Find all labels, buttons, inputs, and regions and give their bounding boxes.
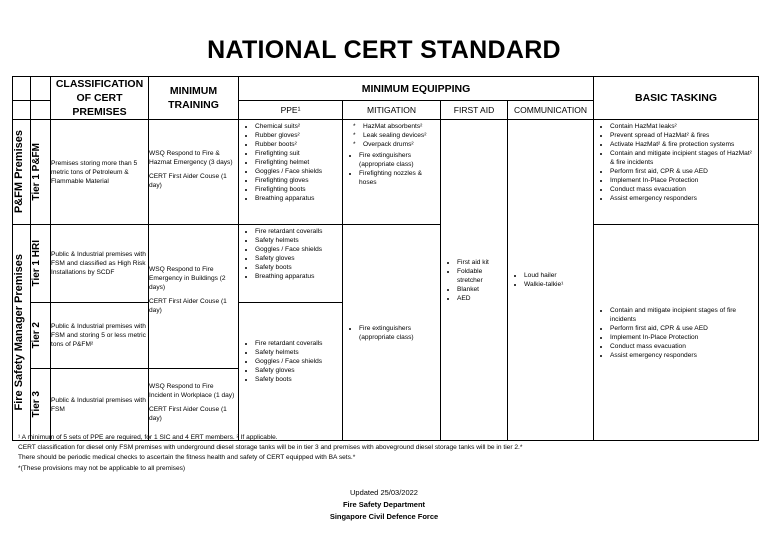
tier-3-classification: Public & Industrial premises with FSM (51, 369, 149, 441)
mitigation-header: MITIGATION (343, 101, 441, 120)
equipping-header: MINIMUM EQUIPPING (239, 77, 594, 101)
tier-2-label: Tier 2 (31, 322, 42, 349)
list-item: • Fire retardant coveralls (255, 339, 339, 348)
pfm-premises-label: P&FM Premises (13, 130, 25, 214)
list-item: • Breathing apparatus (255, 194, 339, 203)
hri-tier2-training (149, 225, 239, 369)
pfm-tasking-list (594, 120, 758, 205)
list-item: • Contain and mitigate incipient stages of HazMat² & fire incidents (610, 149, 755, 167)
list-item: • Foldable stretcher (457, 267, 504, 285)
list-item: • Safety boots (255, 263, 339, 272)
list-item: • Safety boots (255, 375, 339, 384)
list-item: • Rubber boots² (255, 140, 339, 149)
fsm-premises-label: Fire Safety Manager Premises (13, 254, 25, 411)
footnote-4: *(These provisions may not be applicable to all premises) (18, 465, 186, 472)
list-item: • Contain HazMat leaks² (610, 122, 755, 131)
list-item: • Safety helmets (255, 348, 339, 357)
pfm-mitigation-list (343, 151, 440, 189)
communication-list (508, 269, 593, 291)
list-item: • Goggles / Face shields (255, 167, 339, 176)
list-item: • Blanket (457, 285, 504, 294)
hri-training-first-aid: CERT First Aider Couse (1 day) (149, 298, 227, 314)
pfm-classification: Premises storing more than 5 metric tons of Petroleum & Flammable Material (51, 120, 149, 225)
list-item: • Firefighting suit (255, 149, 339, 158)
department-name: Fire Safety Department (342, 500, 426, 509)
list-item: • Firefighting helmet (255, 158, 339, 167)
tier-1-hri-label: Tier 1 HRI (31, 240, 42, 287)
list-item: • Loud hailer (524, 271, 590, 280)
list-item: • Perform first aid, CPR & use AED (610, 324, 755, 333)
list-item: • Activate HazMat² & fire protection systems (610, 140, 755, 149)
list-item: • Breathing apparatus (255, 272, 339, 281)
updated-date: Updated 25/03/2022 (350, 488, 418, 497)
list-item: • Safety gloves (255, 366, 339, 375)
list-item: • Goggles / Face shields (255, 245, 339, 254)
page-title: NATIONAL CERT STANDARD (207, 36, 561, 64)
list-item: • Conduct mass evacuation (610, 342, 755, 351)
list-item: • Goggles / Face shields (255, 357, 339, 366)
communication-header: COMMUNICATION (508, 101, 594, 120)
first-aid-list (441, 256, 507, 305)
list-item: • Firefighting nozzles & hoses (359, 169, 437, 187)
fsm-mitigation-list (343, 322, 440, 344)
list-item: • Chemical suits² (255, 122, 339, 131)
pfm-training-wsq: WSQ Respond to Fire & Hazmat Emergency (3 days) (149, 150, 233, 166)
tasking-header: BASIC TASKING (594, 77, 759, 120)
list-item: • Assist emergency responders (610, 194, 755, 203)
list-item: • Walkie-talkie¹ (524, 280, 590, 289)
list-item: • Firefighting boots (255, 185, 339, 194)
footnote-2: CERT classification for diesel only FSM premises with underground diesel storage tanks will be in tier 3 and premises with aboveground diesel storage tanks will be in tier 2.* (18, 444, 523, 451)
list-item: • Safety gloves (255, 254, 339, 263)
tier-3-training-wsq: WSQ Respond to Fire Incident in Workplace (1 day) (149, 382, 235, 399)
list-item: • AED (457, 294, 504, 303)
list-item: • Fire extinguishers (appropriate class) (359, 324, 437, 342)
pfm-training (149, 120, 239, 225)
list-item: * Overpack drums² (353, 140, 437, 149)
list-item: • Assist emergency responders (610, 351, 755, 360)
tier-3-training-first-aid: CERT First Aider Couse (1 day) (149, 405, 227, 422)
list-item: • Fire retardant coveralls (255, 227, 339, 236)
list-item: • Prevent spread of HazMat² & fires (610, 131, 755, 140)
cert-standard-table (12, 76, 759, 441)
list-item: • Rubber gloves² (255, 131, 339, 140)
list-item: • Conduct mass evacuation (610, 185, 755, 194)
list-item: • Safety helmets (255, 236, 339, 245)
fsm-tasking-list (594, 304, 758, 362)
tier-1-pfm-label: Tier 1 P&FM (31, 143, 42, 201)
list-item: • Firefighting gloves (255, 176, 339, 185)
list-item: • First aid kit (457, 258, 504, 267)
list-item: * Leak sealing devices² (353, 131, 437, 140)
footnote-1: ¹ A minimum of 5 sets of PPE are required, for 1 SIC and 4 ERT members. ² If applicable. (18, 434, 278, 441)
ppe-header: PPE¹ (239, 101, 343, 120)
list-item: • Perform first aid, CPR & use AED (610, 167, 755, 176)
footnote-3: There should be periodic medical checks to ascertain the fitness health and safety of CERT equipped with BA sets.* (18, 454, 356, 461)
hri-ppe-list (239, 225, 342, 283)
pfm-ppe-list (239, 120, 342, 205)
organization-name: Singapore Civil Defence Force (329, 512, 439, 521)
training-header: MINIMUM TRAINING (149, 77, 239, 120)
hri-training-wsq: WSQ Respond to Fire Emergency in Buildings (2 days) (149, 266, 226, 291)
list-item: • Implement In-Place Protection (610, 176, 755, 185)
list-item: • Fire extinguishers (appropriate class) (359, 151, 437, 169)
tier-3-label: Tier 3 (31, 391, 42, 418)
tier-3-training (149, 369, 239, 441)
first-aid-header: FIRST AID (441, 101, 508, 120)
hri-classification: Public & Industrial premises with FSM and classified as High Risk Installations by SCDF (51, 225, 149, 303)
tier-2-classification: Public & Industrial premises with FSM and storing 5 or less metric tons of P&FM² (51, 303, 149, 369)
list-item: • Contain and mitigate incipient stages of fire incidents (610, 306, 755, 324)
pfm-mitigation-conditional-list (343, 120, 440, 151)
tier-2-3-ppe-list (239, 337, 342, 386)
list-item: * HazMat absorbents² (353, 122, 437, 131)
list-item: • Implement In-Place Protection (610, 333, 755, 342)
pfm-training-first-aid: CERT First Aider Couse (1 day) (149, 173, 227, 189)
classification-header: CLASSIFICATION OF CERT PREMISES (51, 77, 149, 120)
